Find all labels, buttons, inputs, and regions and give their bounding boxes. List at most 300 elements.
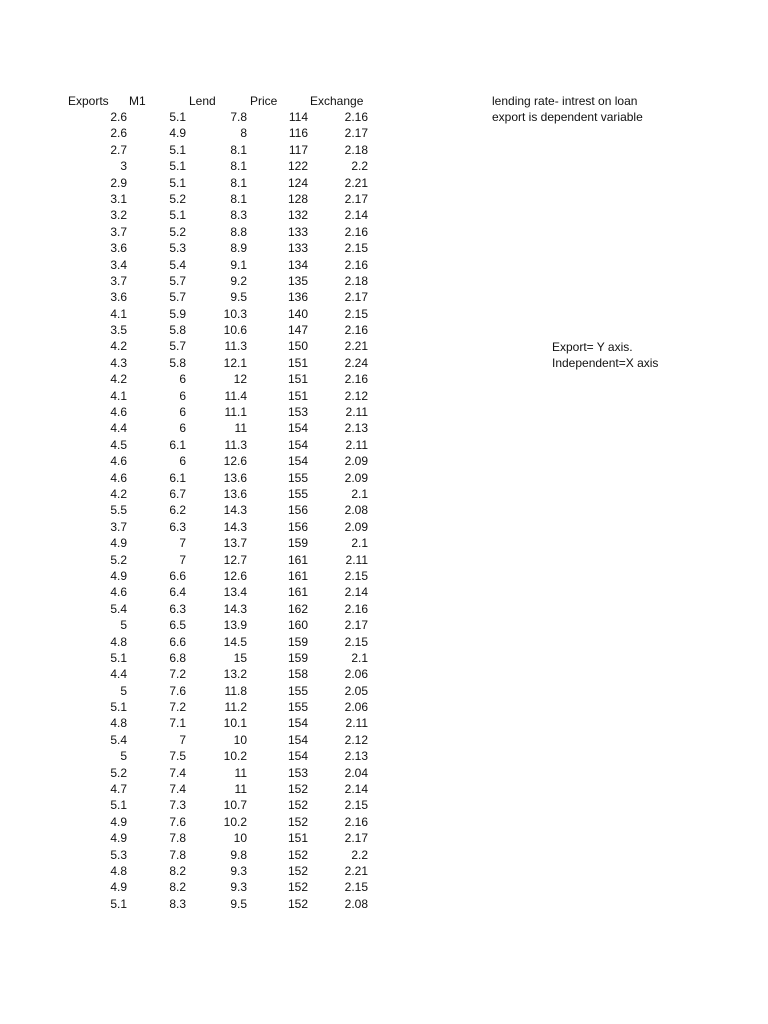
table-row <box>0 207 400 223</box>
cell-lend: 14.5 <box>223 634 247 649</box>
cell-lend: 8.3 <box>230 208 247 223</box>
table-row <box>0 847 400 863</box>
cell-m1: 5.3 <box>169 241 186 256</box>
cell-price: 159 <box>287 634 308 649</box>
table-row <box>0 584 400 600</box>
cell-m1: 5.1 <box>169 175 186 190</box>
cell-m1: 5.8 <box>169 355 186 370</box>
cell-lend: 13.9 <box>223 618 247 633</box>
cell-exports: 5.4 <box>110 601 127 616</box>
cell-exports: 4.2 <box>110 339 127 354</box>
cell-lend: 12.7 <box>223 552 247 567</box>
cell-m1: 6 <box>179 405 186 420</box>
cell-price: 152 <box>287 863 308 878</box>
cell-exchange: 2.14 <box>344 208 368 223</box>
cell-price: 140 <box>287 306 308 321</box>
note-dependent-variable: export is dependent variable <box>492 110 643 124</box>
cell-exchange: 2.15 <box>344 568 368 583</box>
cell-lend: 14.3 <box>223 519 247 534</box>
cell-exchange: 2.06 <box>344 700 368 715</box>
table-row <box>0 568 400 584</box>
cell-exports: 4.4 <box>110 421 127 436</box>
table-row <box>0 470 400 486</box>
cell-exchange: 2.15 <box>344 880 368 895</box>
table-row <box>0 781 400 797</box>
cell-exports: 3.7 <box>110 273 127 288</box>
cell-m1: 5.1 <box>169 208 186 223</box>
cell-price: 161 <box>287 552 308 567</box>
cell-m1: 7 <box>179 732 186 747</box>
cell-price: 117 <box>288 142 308 157</box>
table-row <box>0 535 400 551</box>
cell-exchange: 2.16 <box>344 372 368 387</box>
cell-exchange: 2.08 <box>344 503 368 518</box>
cell-exports: 4.6 <box>110 470 127 485</box>
cell-lend: 11.8 <box>224 683 247 698</box>
cell-m1: 5.7 <box>169 339 186 354</box>
cell-exports: 4.9 <box>110 831 127 846</box>
cell-exchange: 2.13 <box>344 421 368 436</box>
table-row <box>0 896 400 912</box>
cell-exports: 3.2 <box>110 208 127 223</box>
cell-m1: 7.2 <box>169 667 186 682</box>
cell-exports: 4.2 <box>110 372 127 387</box>
table-row <box>0 453 400 469</box>
cell-price: 116 <box>288 126 308 141</box>
cell-price: 154 <box>287 454 308 469</box>
table-header <box>0 93 400 109</box>
cell-exports: 4.1 <box>110 388 127 403</box>
cell-lend: 12.6 <box>223 454 247 469</box>
cell-price: 128 <box>287 191 308 206</box>
cell-exports: 5.2 <box>110 552 127 567</box>
table-row <box>0 797 400 813</box>
table-row <box>0 224 400 240</box>
cell-m1: 6 <box>179 372 186 387</box>
cell-price: 154 <box>287 732 308 747</box>
table-row <box>0 404 400 420</box>
cell-exports: 5 <box>120 618 127 633</box>
cell-price: 154 <box>287 437 308 452</box>
cell-m1: 5.4 <box>169 257 186 272</box>
cell-exports: 4.6 <box>110 454 127 469</box>
cell-lend: 7.8 <box>230 110 247 124</box>
cell-lend: 9.5 <box>230 290 247 305</box>
table-row <box>0 338 400 354</box>
cell-price: 133 <box>287 241 308 256</box>
cell-exports: 4.6 <box>110 585 127 600</box>
cell-exchange: 2.1 <box>351 486 368 501</box>
cell-price: 159 <box>287 650 308 665</box>
cell-m1: 6 <box>179 421 186 436</box>
table-row <box>0 142 400 158</box>
cell-lend: 13.2 <box>223 667 247 682</box>
cell-exports: 3.6 <box>110 290 127 305</box>
table-row <box>0 666 400 682</box>
cell-lend: 11.1 <box>224 405 247 420</box>
note-lending-rate: lending rate- intrest on loan <box>492 94 638 108</box>
table-row <box>0 699 400 715</box>
cell-exports: 5.1 <box>110 700 127 715</box>
cell-price: 151 <box>287 372 308 387</box>
table-row <box>0 486 400 502</box>
cell-lend: 14.3 <box>223 503 247 518</box>
cell-m1: 7.6 <box>169 683 186 698</box>
cell-m1: 6.2 <box>169 503 186 518</box>
cell-exchange: 2.14 <box>344 585 368 600</box>
cell-m1: 6.8 <box>169 650 186 665</box>
cell-m1: 5.1 <box>169 110 186 124</box>
cell-exports: 5.2 <box>110 765 127 780</box>
table-row <box>0 240 400 256</box>
cell-exchange: 2.12 <box>344 388 368 403</box>
cell-lend: 10.2 <box>223 749 247 764</box>
note-x-axis: Independent=X axis <box>552 356 659 370</box>
cell-m1: 7.2 <box>169 700 186 715</box>
cell-lend: 9.2 <box>230 273 247 288</box>
cell-exchange: 2.13 <box>344 749 368 764</box>
cell-exchange: 2.18 <box>344 273 368 288</box>
cell-lend: 13.7 <box>223 536 247 551</box>
cell-m1: 7.6 <box>169 814 186 829</box>
cell-exchange: 2.24 <box>344 355 368 370</box>
cell-m1: 6.1 <box>169 470 186 485</box>
cell-price: 152 <box>287 896 308 911</box>
cell-exports: 5.3 <box>110 847 127 862</box>
cell-exports: 5 <box>120 683 127 698</box>
cell-price: 155 <box>287 486 308 501</box>
cell-exports: 4.1 <box>110 306 127 321</box>
cell-price: 124 <box>287 175 308 190</box>
cell-exchange: 2.15 <box>344 241 368 256</box>
cell-price: 155 <box>287 700 308 715</box>
cell-lend: 12 <box>233 372 247 387</box>
cell-lend: 8.8 <box>230 224 247 239</box>
cell-exchange: 2.18 <box>344 142 368 157</box>
cell-exchange: 2.2 <box>351 847 368 862</box>
cell-m1: 7.5 <box>169 749 186 764</box>
cell-exports: 3.5 <box>110 323 127 338</box>
cell-exports: 3.6 <box>110 241 127 256</box>
cell-price: 150 <box>287 339 308 354</box>
cell-price: 153 <box>287 765 308 780</box>
table-row <box>0 634 400 650</box>
cell-exports: 5.5 <box>110 503 127 518</box>
cell-exchange: 2.16 <box>344 257 368 272</box>
cell-exchange: 2.05 <box>344 683 368 698</box>
cell-lend: 11.3 <box>224 339 247 354</box>
cell-exchange: 2.1 <box>351 536 368 551</box>
cell-price: 151 <box>287 355 308 370</box>
cell-exports: 4.8 <box>110 863 127 878</box>
table-row <box>0 879 400 895</box>
cell-exports: 4.8 <box>110 716 127 731</box>
cell-price: 133 <box>287 224 308 239</box>
cell-exchange: 2.21 <box>344 339 368 354</box>
cell-lend: 15 <box>233 650 247 665</box>
cell-m1: 6.3 <box>169 601 186 616</box>
cell-m1: 5.2 <box>169 191 186 206</box>
cell-lend: 8 <box>240 126 247 141</box>
cell-lend: 11.2 <box>224 700 247 715</box>
cell-m1: 6.6 <box>169 634 186 649</box>
cell-lend: 13.6 <box>223 470 247 485</box>
cell-price: 132 <box>287 208 308 223</box>
table-row <box>0 420 400 436</box>
header-m1: M1 <box>129 94 146 108</box>
cell-m1: 5.1 <box>169 142 186 157</box>
cell-exports: 4.9 <box>110 568 127 583</box>
cell-exports: 4.9 <box>110 880 127 895</box>
cell-exchange: 2.17 <box>344 831 368 846</box>
cell-m1: 6.5 <box>169 618 186 633</box>
cell-lend: 12.1 <box>223 355 247 370</box>
cell-price: 158 <box>287 667 308 682</box>
cell-lend: 11 <box>234 782 247 797</box>
cell-exchange: 2.16 <box>344 601 368 616</box>
cell-lend: 11 <box>234 421 247 436</box>
cell-m1: 5.7 <box>169 273 186 288</box>
table-row <box>0 683 400 699</box>
table-row <box>0 814 400 830</box>
cell-price: 154 <box>287 716 308 731</box>
cell-m1: 7 <box>179 552 186 567</box>
cell-lend: 14.3 <box>223 601 247 616</box>
cell-m1: 8.2 <box>169 863 186 878</box>
cell-m1: 5.7 <box>169 290 186 305</box>
cell-price: 156 <box>287 503 308 518</box>
cell-lend: 8.1 <box>230 191 247 206</box>
table-row <box>0 322 400 338</box>
table-row <box>0 388 400 404</box>
header-price: Price <box>250 94 278 108</box>
cell-price: 151 <box>287 388 308 403</box>
cell-exchange: 2.15 <box>344 306 368 321</box>
cell-m1: 6.4 <box>169 585 186 600</box>
cell-exchange: 2.2 <box>351 159 368 174</box>
cell-exchange: 2.16 <box>344 224 368 239</box>
cell-lend: 9.3 <box>230 863 247 878</box>
cell-price: 152 <box>287 782 308 797</box>
cell-m1: 7.1 <box>169 716 186 731</box>
cell-exchange: 2.16 <box>344 110 368 124</box>
cell-price: 152 <box>287 847 308 862</box>
cell-exchange: 2.21 <box>344 863 368 878</box>
table-row <box>0 650 400 666</box>
cell-exports: 5 <box>120 749 127 764</box>
table-row <box>0 552 400 568</box>
cell-lend: 12.6 <box>223 568 247 583</box>
cell-m1: 6.3 <box>169 519 186 534</box>
cell-price: 151 <box>287 831 308 846</box>
note-y-axis: Export= Y axis. <box>552 340 633 354</box>
table-row <box>0 371 400 387</box>
cell-lend: 11 <box>234 765 247 780</box>
cell-m1: 6.6 <box>169 568 186 583</box>
cell-exchange: 2.17 <box>344 290 368 305</box>
cell-lend: 13.4 <box>223 585 247 600</box>
cell-exports: 2.6 <box>110 126 127 141</box>
cell-lend: 11.3 <box>224 437 247 452</box>
cell-exchange: 2.11 <box>345 716 368 731</box>
cell-exchange: 2.04 <box>344 765 368 780</box>
cell-exports: 4.9 <box>110 814 127 829</box>
table-row <box>0 748 400 764</box>
cell-exchange: 2.16 <box>344 814 368 829</box>
cell-price: 152 <box>287 880 308 895</box>
table-row <box>0 617 400 633</box>
cell-price: 154 <box>287 749 308 764</box>
cell-m1: 7 <box>179 536 186 551</box>
cell-exports: 3.1 <box>110 191 127 206</box>
header-exports: Exports <box>68 94 109 108</box>
cell-exchange: 2.11 <box>345 552 368 567</box>
cell-m1: 7.3 <box>169 798 186 813</box>
cell-exports: 5.1 <box>110 798 127 813</box>
cell-exchange: 2.11 <box>345 437 368 452</box>
table-row <box>0 175 400 191</box>
cell-m1: 7.8 <box>169 831 186 846</box>
cell-exchange: 2.09 <box>344 470 368 485</box>
cell-price: 153 <box>287 405 308 420</box>
cell-lend: 8.1 <box>230 159 247 174</box>
cell-lend: 9.1 <box>230 257 247 272</box>
cell-exports: 5.1 <box>110 896 127 911</box>
cell-exports: 4.5 <box>110 437 127 452</box>
header-lend: Lend <box>189 94 216 108</box>
cell-exports: 2.9 <box>110 175 127 190</box>
cell-exports: 2.7 <box>110 142 127 157</box>
cell-lend: 10.2 <box>223 814 247 829</box>
cell-lend: 10.1 <box>223 716 247 731</box>
cell-price: 114 <box>288 110 308 124</box>
table-row <box>0 125 400 141</box>
cell-m1: 7.8 <box>169 847 186 862</box>
table-row <box>0 715 400 731</box>
table-row <box>0 765 400 781</box>
cell-m1: 6.7 <box>169 486 186 501</box>
cell-exchange: 2.12 <box>344 732 368 747</box>
cell-price: 122 <box>287 159 308 174</box>
cell-price: 152 <box>287 814 308 829</box>
table-row <box>0 732 400 748</box>
table-row <box>0 257 400 273</box>
cell-m1: 8.2 <box>169 880 186 895</box>
table-row <box>0 191 400 207</box>
cell-m1: 5.8 <box>169 323 186 338</box>
cell-lend: 9.3 <box>230 880 247 895</box>
header-exchange: Exchange <box>310 94 364 108</box>
cell-m1: 5.1 <box>169 159 186 174</box>
cell-exchange: 2.21 <box>344 175 368 190</box>
table-row <box>0 289 400 305</box>
cell-exports: 4.6 <box>110 405 127 420</box>
cell-price: 147 <box>287 323 308 338</box>
cell-exchange: 2.15 <box>344 798 368 813</box>
cell-lend: 10.7 <box>223 798 247 813</box>
cell-exports: 5.1 <box>110 650 127 665</box>
cell-price: 136 <box>287 290 308 305</box>
data-rows <box>0 109 400 912</box>
cell-m1: 5.9 <box>169 306 186 321</box>
cell-price: 154 <box>287 421 308 436</box>
cell-m1: 4.9 <box>169 126 186 141</box>
cell-m1: 8.3 <box>169 896 186 911</box>
table-row <box>0 863 400 879</box>
cell-exports: 4.7 <box>110 782 127 797</box>
cell-lend: 8.1 <box>230 175 247 190</box>
cell-price: 156 <box>287 519 308 534</box>
cell-exchange: 2.15 <box>344 634 368 649</box>
cell-lend: 9.8 <box>230 847 247 862</box>
cell-lend: 8.9 <box>230 241 247 256</box>
cell-exchange: 2.11 <box>345 405 368 420</box>
cell-exchange: 2.09 <box>344 519 368 534</box>
cell-lend: 10.3 <box>223 306 247 321</box>
cell-lend: 8.1 <box>230 142 247 157</box>
cell-exports: 3.7 <box>110 519 127 534</box>
cell-exports: 5.4 <box>110 732 127 747</box>
table-row <box>0 355 400 371</box>
cell-m1: 6.1 <box>169 437 186 452</box>
cell-lend: 10 <box>233 732 247 747</box>
cell-lend: 11.4 <box>224 388 247 403</box>
cell-price: 162 <box>287 601 308 616</box>
table-row <box>0 158 400 174</box>
table-row <box>0 830 400 846</box>
cell-price: 161 <box>287 568 308 583</box>
table-row <box>0 306 400 322</box>
cell-m1: 7.4 <box>169 782 186 797</box>
cell-exchange: 2.09 <box>344 454 368 469</box>
cell-exports: 4.2 <box>110 486 127 501</box>
cell-lend: 10.6 <box>223 323 247 338</box>
table-row <box>0 273 400 289</box>
cell-exports: 3.7 <box>110 224 127 239</box>
cell-lend: 13.6 <box>223 486 247 501</box>
cell-exchange: 2.16 <box>344 323 368 338</box>
table-row <box>0 502 400 518</box>
cell-exports: 3 <box>120 159 127 174</box>
cell-exports: 4.9 <box>110 536 127 551</box>
cell-exchange: 2.08 <box>344 896 368 911</box>
cell-exports: 4.3 <box>110 355 127 370</box>
cell-exports: 2.6 <box>110 110 127 124</box>
cell-m1: 6 <box>179 388 186 403</box>
cell-price: 134 <box>287 257 308 272</box>
cell-exchange: 2.1 <box>351 650 368 665</box>
cell-m1: 6 <box>179 454 186 469</box>
cell-price: 152 <box>287 798 308 813</box>
table-row <box>0 601 400 617</box>
cell-exports: 3.4 <box>110 257 127 272</box>
cell-exchange: 2.14 <box>344 782 368 797</box>
cell-exports: 4.4 <box>110 667 127 682</box>
cell-exchange: 2.17 <box>344 191 368 206</box>
cell-exports: 4.8 <box>110 634 127 649</box>
cell-price: 159 <box>287 536 308 551</box>
table-row <box>0 109 400 125</box>
cell-price: 155 <box>287 683 308 698</box>
cell-exchange: 2.17 <box>344 126 368 141</box>
cell-price: 135 <box>287 273 308 288</box>
cell-price: 161 <box>287 585 308 600</box>
cell-m1: 5.2 <box>169 224 186 239</box>
table-row <box>0 437 400 453</box>
cell-exchange: 2.17 <box>344 618 368 633</box>
table-row <box>0 519 400 535</box>
cell-price: 155 <box>287 470 308 485</box>
